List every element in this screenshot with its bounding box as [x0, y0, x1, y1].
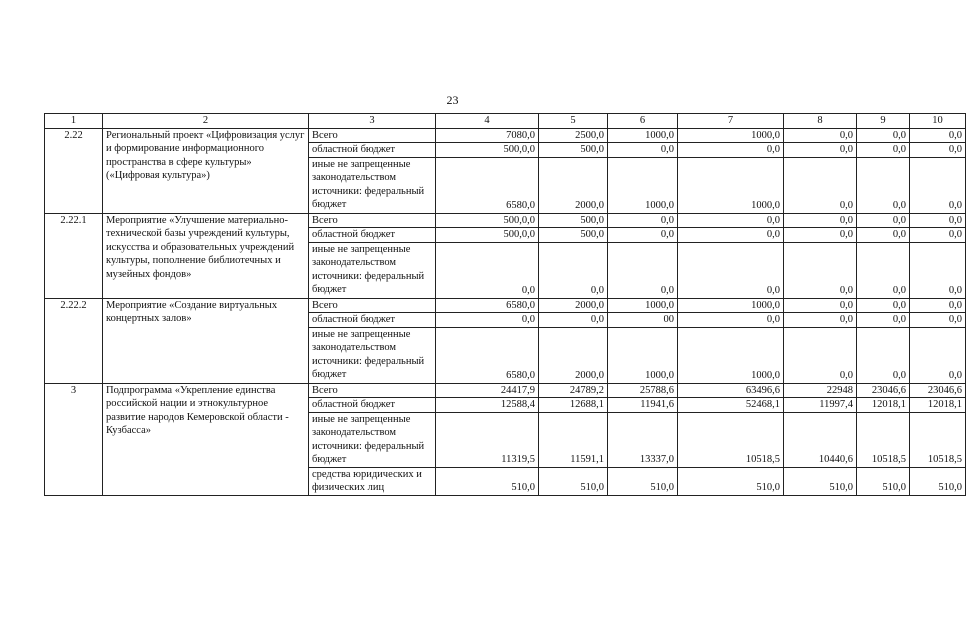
funding-source: областной бюджет: [309, 143, 436, 158]
value-cell: 0,0: [784, 143, 857, 158]
funding-source: иные не запрещенные законодательством источники: федеральный бюджет: [309, 327, 436, 383]
value-cell: 23046,6: [857, 383, 910, 398]
value-cell: 13337,0: [608, 412, 678, 467]
value-cell: 0,0: [910, 327, 966, 383]
value-cell: 0,0: [910, 242, 966, 298]
funding-source: областной бюджет: [309, 398, 436, 413]
funding-source: областной бюджет: [309, 228, 436, 243]
value-cell: 510,0: [539, 467, 608, 495]
value-cell: 11591,1: [539, 412, 608, 467]
funding-source: областной бюджет: [309, 313, 436, 328]
value-cell: 1000,0: [678, 298, 784, 313]
value-cell: 24789,2: [539, 383, 608, 398]
value-cell: 0,0: [539, 242, 608, 298]
budget-table: [44, 113, 966, 496]
header-cell: 10: [910, 114, 966, 129]
value-cell: 00: [608, 313, 678, 328]
value-cell: 2000,0: [539, 327, 608, 383]
funding-source: Всего: [309, 213, 436, 228]
value-cell: 0,0: [857, 157, 910, 213]
value-cell: 0,0: [539, 313, 608, 328]
header-row: [45, 114, 966, 129]
value-cell: 0,0: [678, 213, 784, 228]
value-cell: 500,0,0: [436, 213, 539, 228]
value-cell: 63496,6: [678, 383, 784, 398]
value-cell: 0,0: [857, 128, 910, 143]
value-cell: 0,0: [678, 242, 784, 298]
value-cell: 0,0: [857, 143, 910, 158]
value-cell: 1000,0: [678, 128, 784, 143]
funding-source: иные не запрещенные законодательством источники: федеральный бюджет: [309, 412, 436, 467]
funding-source: Всего: [309, 383, 436, 398]
value-cell: 510,0: [678, 467, 784, 495]
value-cell: 500,0: [539, 143, 608, 158]
value-cell: 24417,9: [436, 383, 539, 398]
funding-source: иные не запрещенные законодательством источники: федеральный бюджет: [309, 242, 436, 298]
value-cell: 500,0,0: [436, 228, 539, 243]
funding-source: Всего: [309, 298, 436, 313]
value-cell: 11997,4: [784, 398, 857, 413]
funding-source: Всего: [309, 128, 436, 143]
value-cell: 12018,1: [910, 398, 966, 413]
value-cell: 2000,0: [539, 298, 608, 313]
header-cell: 5: [539, 114, 608, 129]
value-cell: 1000,0: [608, 157, 678, 213]
section-name: Мероприятие «Создание виртуальных концертных залов»: [103, 298, 309, 383]
value-cell: 11319,5: [436, 412, 539, 467]
value-cell: 0,0: [608, 213, 678, 228]
value-cell: 25788,6: [608, 383, 678, 398]
value-cell: 0,0: [910, 298, 966, 313]
value-cell: 12588,4: [436, 398, 539, 413]
value-cell: 0,0: [910, 128, 966, 143]
funding-source: средства юридических и физических лиц: [309, 467, 436, 495]
value-cell: 7080,0: [436, 128, 539, 143]
value-cell: 10518,5: [678, 412, 784, 467]
header-cell: 7: [678, 114, 784, 129]
header-cell: 1: [45, 114, 103, 129]
value-cell: 0,0: [608, 143, 678, 158]
page-number: 23: [446, 93, 459, 107]
value-cell: 6580,0: [436, 298, 539, 313]
value-cell: 22948: [784, 383, 857, 398]
value-cell: 0,0: [857, 228, 910, 243]
value-cell: 2500,0: [539, 128, 608, 143]
value-cell: 52468,1: [678, 398, 784, 413]
value-cell: 1000,0: [608, 327, 678, 383]
value-cell: 500,0: [539, 228, 608, 243]
value-cell: 0,0: [857, 242, 910, 298]
funding-source: иные не запрещенные законодательством источники: федеральный бюджет: [309, 157, 436, 213]
value-cell: 0,0: [784, 242, 857, 298]
value-cell: 0,0: [910, 213, 966, 228]
table-row: [45, 298, 966, 313]
section-name: Региональный проект «Цифровизация услуг и формирование информационного пространства в сфере культуры» («Цифровая культура»): [103, 128, 309, 213]
value-cell: 0,0: [910, 313, 966, 328]
value-cell: 12018,1: [857, 398, 910, 413]
header-cell: 3: [309, 114, 436, 129]
header-cell: 4: [436, 114, 539, 129]
value-cell: 0,0: [857, 327, 910, 383]
value-cell: 0,0: [910, 228, 966, 243]
value-cell: 510,0: [857, 467, 910, 495]
value-cell: 23046,6: [910, 383, 966, 398]
table-row: [45, 383, 966, 398]
value-cell: 1000,0: [678, 327, 784, 383]
table-row: [45, 213, 966, 228]
value-cell: 1000,0: [678, 157, 784, 213]
value-cell: 0,0: [784, 157, 857, 213]
value-cell: 0,0: [784, 128, 857, 143]
value-cell: 1000,0: [608, 128, 678, 143]
value-cell: 2000,0: [539, 157, 608, 213]
value-cell: 510,0: [784, 467, 857, 495]
value-cell: 0,0: [784, 327, 857, 383]
value-cell: 0,0: [436, 242, 539, 298]
value-cell: 6580,0: [436, 157, 539, 213]
value-cell: 510,0: [436, 467, 539, 495]
value-cell: 10440,6: [784, 412, 857, 467]
value-cell: 0,0: [910, 157, 966, 213]
value-cell: 0,0: [678, 143, 784, 158]
table-row: [45, 128, 966, 143]
section-code: 2.22: [45, 128, 103, 213]
value-cell: 1000,0: [608, 298, 678, 313]
value-cell: 510,0: [608, 467, 678, 495]
value-cell: 0,0: [857, 298, 910, 313]
header-cell: 8: [784, 114, 857, 129]
value-cell: 10518,5: [857, 412, 910, 467]
value-cell: 0,0: [678, 313, 784, 328]
value-cell: 500,0: [539, 213, 608, 228]
value-cell: 500,0,0: [436, 143, 539, 158]
value-cell: 0,0: [910, 143, 966, 158]
section-code: 2.22.1: [45, 213, 103, 298]
value-cell: 0,0: [784, 298, 857, 313]
section-code: 3: [45, 383, 103, 495]
value-cell: 6580,0: [436, 327, 539, 383]
value-cell: 0,0: [784, 313, 857, 328]
section-name: Мероприятие «Улучшение материально-технической базы учреждений культуры, искусства и образовательных учреждений культуры, пополнение библиотечных и музейных фондов»: [103, 213, 309, 298]
section-name: Подпрограмма «Укрепление единства российской нации и этнокультурное развитие народов Кемеровской области - Кузбасса»: [103, 383, 309, 495]
value-cell: 0,0: [784, 213, 857, 228]
value-cell: 0,0: [608, 228, 678, 243]
header-cell: 6: [608, 114, 678, 129]
value-cell: 10518,5: [910, 412, 966, 467]
value-cell: 0,0: [608, 242, 678, 298]
value-cell: 510,0: [910, 467, 966, 495]
value-cell: 12688,1: [539, 398, 608, 413]
section-code: 2.22.2: [45, 298, 103, 383]
value-cell: 0,0: [678, 228, 784, 243]
header-cell: 2: [103, 114, 309, 129]
value-cell: 0,0: [436, 313, 539, 328]
value-cell: 11941,6: [608, 398, 678, 413]
value-cell: 0,0: [857, 213, 910, 228]
header-cell: 9: [857, 114, 910, 129]
value-cell: 0,0: [784, 228, 857, 243]
value-cell: 0,0: [857, 313, 910, 328]
